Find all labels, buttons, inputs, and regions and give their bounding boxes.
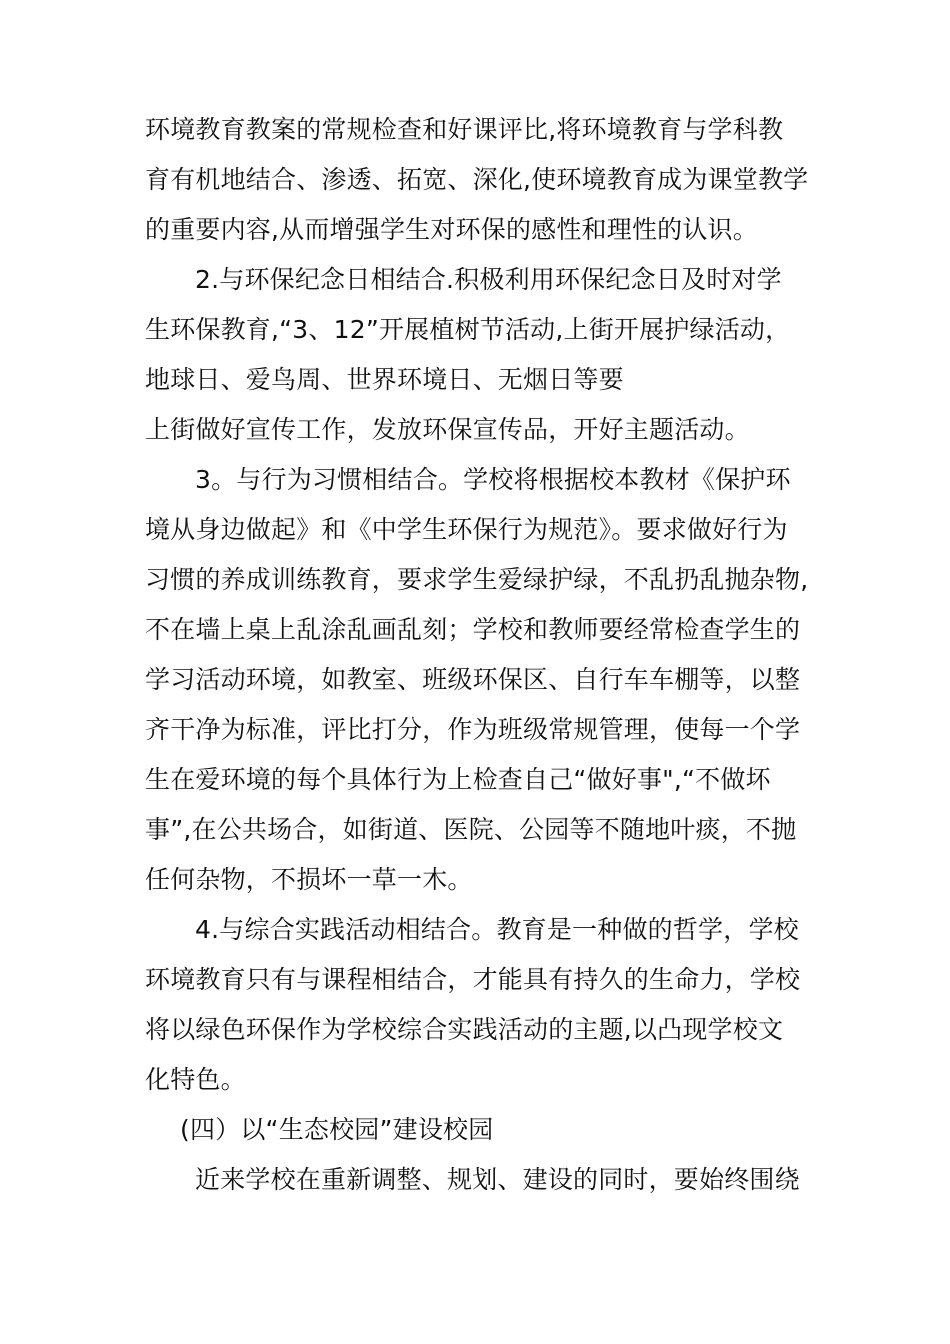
text-line: 化特色。 [145,1065,246,1094]
text-line: 齐干净为标准，评比打分，作为班级常规管理，使每一个学 [145,715,801,744]
text-line: 学习活动环境，如教室、班级环保区、自行车车棚等，以整 [145,665,801,694]
text-line: 地球日、爱鸟周、世界环境日、无烟日等要 [145,365,624,394]
text-line: 习惯的养成训练教育，要求学生爱绿护绿，不乱扔乱抛杂物, [145,565,809,594]
text-line: 将以绿色环保作为学校综合实践活动的主题,以凸现学校文 [145,1015,784,1044]
paragraph-5-first-line: 近来学校在重新调整、规划、建设的同时，要始终围绕 [195,1165,800,1194]
text-line: 境从身边做起》和《中学生环保行为规范》。要求做好行为 [145,515,788,544]
text-line: 环境教育教案的常规检查和好课评比,将环境教育与学科教 [145,115,784,144]
text-line: 生环保教育,“3、12”开展植树节活动,上街开展护绿活动， [145,315,791,344]
text-line: 育有机地结合、渗透、拓宽、深化,使环境教育成为课堂教学 [145,165,809,194]
text-line: 环境教育只有与课程相结合，才能具有持久的生命力，学校 [145,965,801,994]
text-line: 任何杂物，不损坏一草一木。 [145,865,473,894]
paragraph-3-first-line: 3。与行为习惯相结合。学校将根据校本教材《保护环 [195,465,791,494]
paragraph-2-first-line: 2.与环保纪念日相结合.积极利用环保纪念日及时对学 [195,265,782,294]
section-heading: (四）以“生态校园”建设校园 [180,1115,494,1144]
paragraph-4-first-line: 4.与综合实践活动相结合。教育是一种做的哲学，学校 [195,915,799,944]
text-line: 的重要内容,从而增强学生对环保的感性和理性的认识。 [145,215,758,244]
text-line: 上街做好宣传工作，发放环保宣传品，开好主题活动。 [145,415,750,444]
text-line: 事”,在公共场合，如街道、医院、公园等不随地叶痰，不抛 [145,815,797,844]
text-line: 不在墙上桌上乱涂乱画乱刻；学校和教师要经常检查学生的 [145,615,801,644]
text-line: 生在爱环境的每个具体行为上检查自己“做好事",“不做坏 [145,765,771,794]
